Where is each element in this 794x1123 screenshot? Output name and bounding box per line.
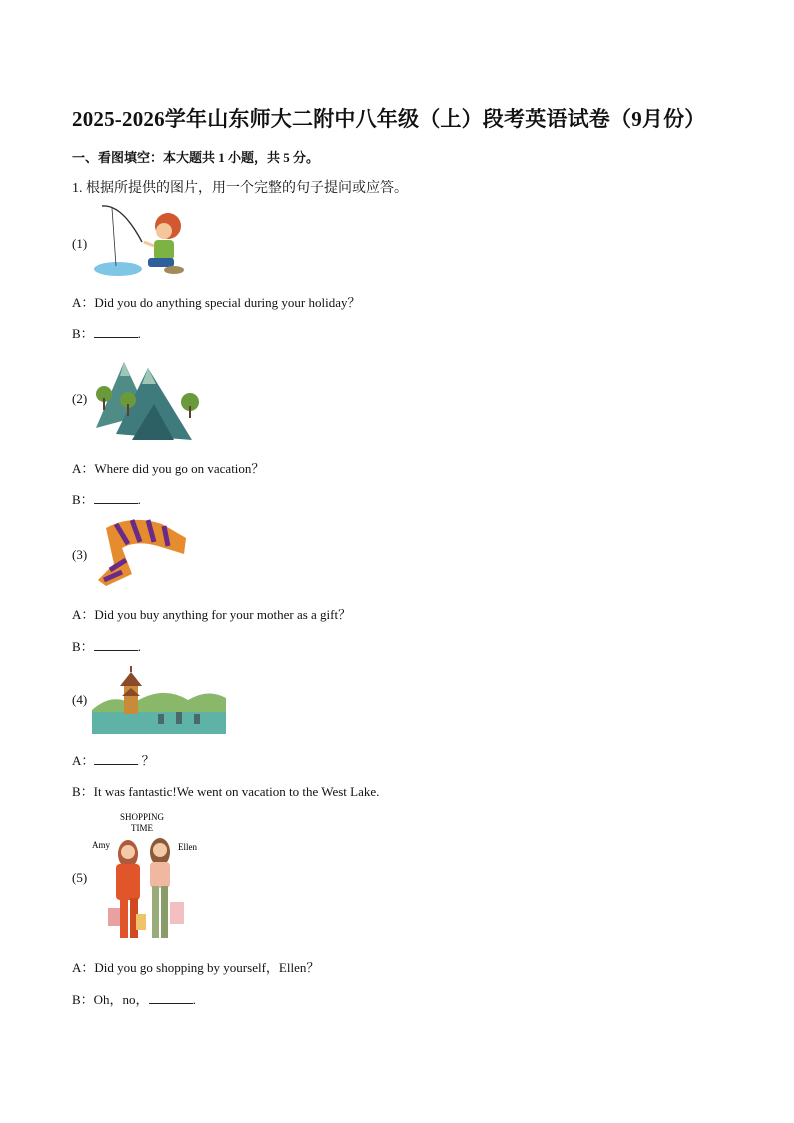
answer-blank-4[interactable]	[94, 753, 138, 765]
scarf-image	[92, 514, 190, 592]
figure-caption-line1: SHOPPING	[119, 812, 165, 822]
item-number: (4)	[72, 692, 88, 707]
question-a-5: A：Did you go shopping by yourself，Ellen？	[72, 960, 320, 975]
answer-line-2: B： .	[72, 492, 141, 507]
answer-blank-2[interactable]	[94, 492, 138, 504]
answer-line-1: B： .	[72, 326, 141, 341]
answer-line-5: B：Oh，no， .	[72, 992, 196, 1007]
item-number: (2)	[72, 391, 88, 406]
item-number: (1)	[72, 236, 88, 251]
question-a-2: A：Where did you go on vacation？	[72, 461, 265, 476]
page-title: 2025-2026学年山东师大二附中八年级（上）段考英语试卷（9月份）	[72, 107, 706, 131]
west-lake-image	[92, 664, 226, 734]
question-instruction: 1. 根据所提供的图片，用一个完整的句子提问或应答。	[72, 181, 408, 196]
item-number: (5)	[72, 870, 88, 885]
question-a-3: A：Did you buy anything for your mother as a gift？	[72, 607, 352, 622]
section-heading: 一、看图填空：本大题共 1 小题，共 5 分。	[72, 150, 320, 165]
answer-line-3: B： .	[72, 639, 141, 654]
answer-blank-5[interactable]	[149, 992, 193, 1004]
figure-name-ellen: Ellen	[178, 842, 197, 852]
question-a-4: A： ？	[72, 753, 155, 768]
answer-blank-1[interactable]	[94, 326, 138, 338]
answer-blank-3[interactable]	[94, 639, 138, 651]
shopping-girls-image	[92, 810, 204, 942]
question-a-1: A：Did you do anything special during your holiday？	[72, 295, 361, 310]
figure-name-amy: Amy	[92, 840, 110, 850]
answer-b-4: B：It was fantastic!We went on vacation to the West Lake.	[72, 784, 380, 799]
figure-caption-line2: TIME	[131, 823, 153, 833]
item-number: (3)	[72, 547, 88, 562]
fishing-boy-image	[92, 204, 190, 280]
mountains-image	[92, 354, 204, 442]
